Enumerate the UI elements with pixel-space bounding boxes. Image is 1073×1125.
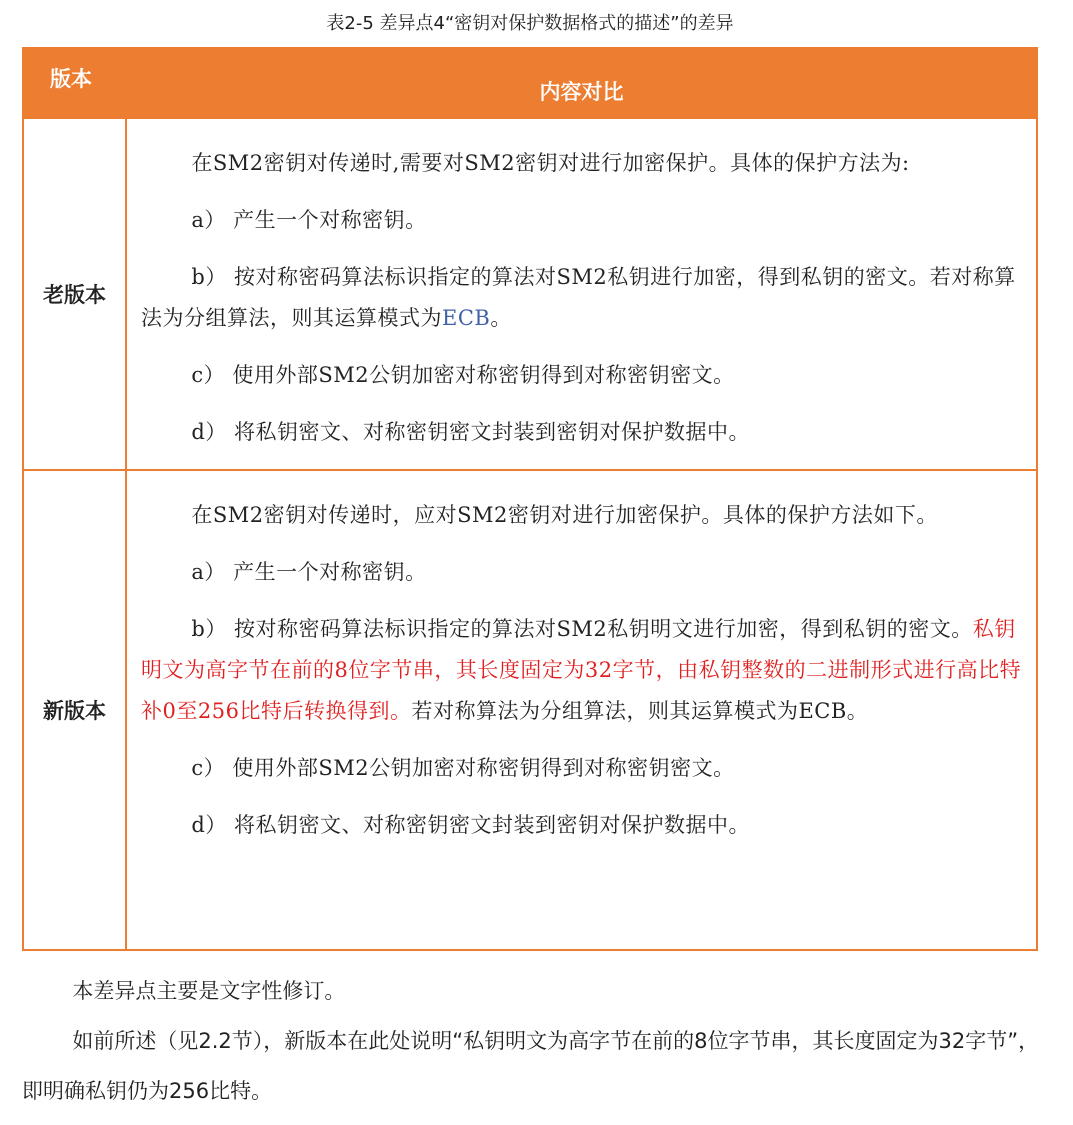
header-version: 版本 xyxy=(50,67,92,91)
new-item-b xyxy=(141,609,1024,732)
old-item-b xyxy=(141,257,1024,339)
body-paragraph-1: 本差异点主要是文字性修订。 xyxy=(72,979,346,1003)
old-item-b-ecb: ECB xyxy=(442,306,491,330)
old-version-label: 老版本 xyxy=(24,119,127,469)
new-intro: 在SM2密钥对传递时，应对SM2密钥对进行加密保护。具体的保护方法如下。 xyxy=(191,503,938,527)
old-intro: 在SM2密钥对传递时,需要对SM2密钥对进行加密保护。具体的保护方法为: xyxy=(191,151,910,175)
table-row-new xyxy=(24,469,1036,949)
new-version-content xyxy=(127,471,1036,949)
new-version-label: 新版本 xyxy=(24,471,127,949)
old-item-b-end: 。 xyxy=(490,306,512,330)
header-content: 内容对比 xyxy=(539,80,624,104)
new-item-c: c） 使用外部SM2公钥加密对称密钥得到对称密钥密文。 xyxy=(191,756,735,780)
body-paragraph-2: 如前所述（见2.2节），新版本在此处说明“私钥明文为高字节在前的8位字节串，其长度固定为32字节”，即明确私钥仍为256比特。 xyxy=(22,1029,1040,1103)
new-item-b-end: 若对称算法为分组算法，则其运算模式为ECB。 xyxy=(411,699,869,723)
table-row-old xyxy=(24,117,1036,469)
table-header-row xyxy=(24,49,1036,117)
new-item-d: d） 将私钥密文、对称密钥密文封装到密钥对保护数据中。 xyxy=(191,813,751,837)
new-item-b-text: b） 按对称密码算法标识指定的算法对SM2私钥明文进行加密，得到私钥的密文。 xyxy=(191,617,973,641)
old-version-content xyxy=(127,119,1036,469)
new-item-b-highlight: 私钥明文为高字节在前的8位字节串，其长度固定为32字节，由私钥整数的二进制形式进行高比特补0至256比特后转换得到。 xyxy=(141,617,1022,723)
old-item-d: d） 将私钥密文、对称密钥密文封装到密钥对保护数据中。 xyxy=(191,420,751,444)
comparison-table xyxy=(22,47,1038,951)
old-item-a: a） 产生一个对称密钥。 xyxy=(191,208,427,232)
table-caption: 表2-5 差异点4“密钥对保护数据格式的描述”的差异 xyxy=(326,13,734,34)
body-text xyxy=(22,966,1042,1116)
new-item-a: a） 产生一个对称密钥。 xyxy=(191,560,427,584)
old-item-c: c） 使用外部SM2公钥加密对称密钥得到对称密钥密文。 xyxy=(191,363,735,387)
old-item-b-text: b） 按对称密码算法标识指定的算法对SM2私钥进行加密，得到私钥的密文。若对称算法为分组算法，则其运算模式为 xyxy=(141,265,1016,330)
